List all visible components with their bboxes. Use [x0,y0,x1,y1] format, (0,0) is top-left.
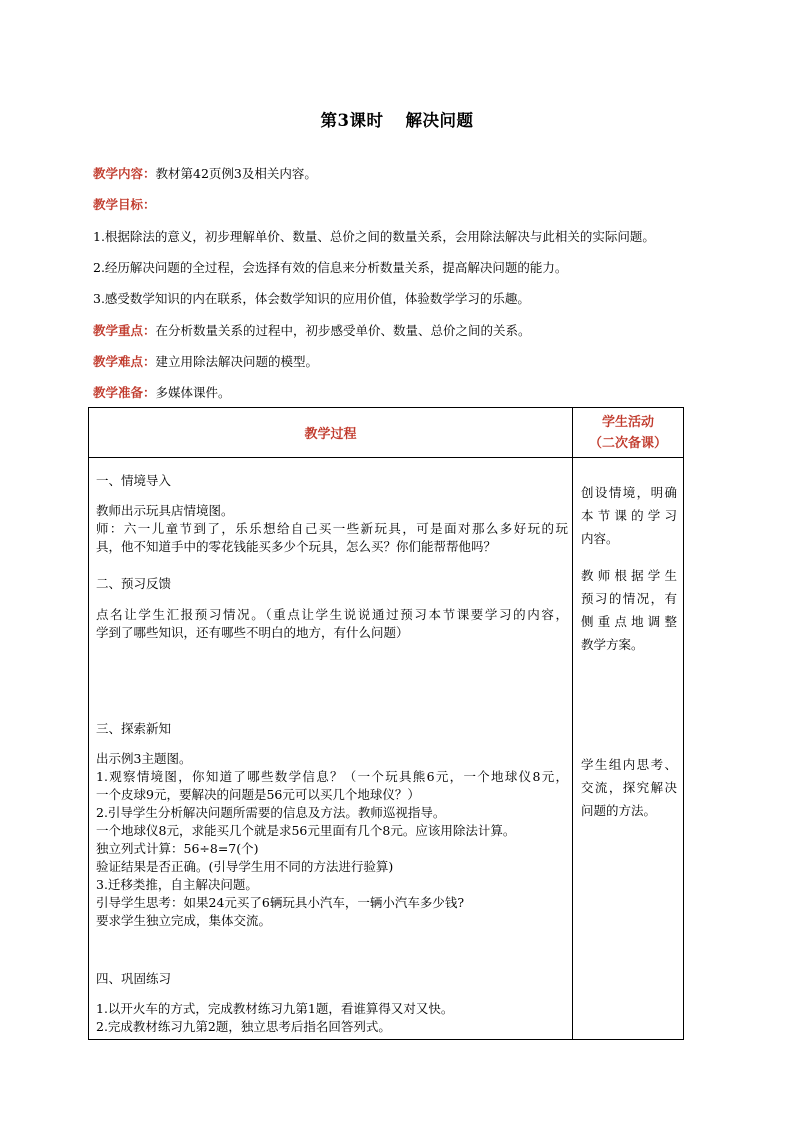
explore-line: 3.迁移类推，自主解决问题。 [96,877,258,892]
teaching-goal-1: 1.根据除法的意义，初步理解单价、数量、总价之间的数量关系，会用除法解决与此相关的实际问题。 [93,229,655,244]
preview-line: 点名让学生汇报预习情况。（重点让学生说说通过预习本节课要学习的内容， [96,607,568,622]
teaching-content [93,165,733,183]
section-preview-body [96,606,568,642]
section-explore-body [96,750,568,930]
section-practice-title: 四、巩固练习 [96,971,172,986]
explore-line: 独立列式计算：56÷8=7(个) [96,841,259,856]
student-activity-note-3 [581,753,677,822]
teaching-content-text: 教材第42页例3及相关内容。 [155,166,317,181]
difficulty-label: 教学难点： [93,354,156,369]
title-lesson-topic: 解决问题 [405,111,474,130]
table-header-divider [89,457,683,458]
teaching-content-label: 教学内容： [93,166,156,181]
intro-line: 教师出示玩具店情境图。 [96,503,234,518]
teaching-key-point [93,322,733,340]
section-explore-title: 三、探索新知 [96,721,172,736]
note-line: 侧重点地调整 [581,614,677,629]
preparation-label: 教学准备： [93,385,156,400]
explore-line: 1.观察情境图，你知道了哪些数学信息？（一个玩具熊6元，一个地球仪8元， [96,769,568,784]
explore-line: 出示例3主题图。 [96,751,192,766]
explore-line: 2.引导学生分析解决问题所需要的信息及方法。教师巡视指导。 [96,805,446,820]
title-lesson-number: 第3课时 [320,111,384,130]
teaching-difficulty [93,353,733,371]
section-intro-body [96,502,568,556]
note-line: 教学方案。 [581,637,644,652]
teaching-process-table [88,407,684,1040]
teaching-preparation [93,384,733,402]
section-practice-body [96,1000,568,1036]
header-second-prep: （二次备课） [588,435,667,451]
section-intro-title: 一、情境导入 [96,473,172,488]
intro-line: 师：六一儿童节到了，乐乐想给自己买一些新玩具，可是面对那么多好玩的玩 [96,521,568,536]
note-line: 创设情境，明确 [581,485,677,500]
practice-line: 2.完成教材练习九第2题，独立思考后指名回答列式。 [96,1019,391,1034]
note-line: 交流，探究解决 [581,780,677,795]
table-column-divider [572,408,573,1039]
explore-line: 一个皮球9元，要解决的问题是56元可以买几个地球仪？） [96,787,420,802]
header-student-activity-title: 学生活动 [601,414,654,430]
teaching-goals-label: 教学目标： [93,197,156,212]
intro-line: 具，他不知道手中的零花钱能买多少个玩具，怎么买？你们能帮帮他吗？ [96,539,497,554]
difficulty-text: 建立用除法解决问题的模型。 [155,354,319,369]
practice-line: 1.以开火车的方式，完成教材练习九第1题，看谁算得又对又快。 [96,1001,454,1016]
note-line: 教师根据学生 [581,568,677,583]
section-preview-title: 二、预习反馈 [96,576,172,591]
header-teaching-process: 教学过程 [304,427,357,442]
note-line: 学生组内思考、 [581,757,677,772]
explore-line: 验证结果是否正确。(引导学生用不同的方法进行验算) [96,859,394,874]
teaching-goal-2: 2.经历解决问题的全过程，会选择有效的信息来分析数量关系，提高解决问题的能力。 [93,260,568,275]
note-line: 问题的方法。 [581,803,657,818]
page-title [0,107,794,131]
note-line: 本节课的学习 [581,508,677,523]
note-line: 内容。 [581,531,619,546]
teaching-goal-3: 3.感受数学知识的内在联系，体会数学知识的应用价值，体验数学学习的乐趣。 [93,291,530,306]
student-activity-note-1 [581,481,677,550]
header-student-activity [573,408,683,457]
preparation-text: 多媒体课件。 [155,385,231,400]
explore-line: 一个地球仪8元，求能买几个就是求56元里面有几个8元。应该用除法计算。 [96,823,516,838]
student-activity-note-2 [581,564,677,656]
preview-line: 学到了哪些知识，还有哪些不明白的地方，有什么问题） [96,625,409,640]
explore-line: 要求学生独立完成，集体交流。 [96,913,272,928]
key-point-label: 教学重点： [93,323,156,338]
key-point-text: 在分析数量关系的过程中，初步感受单价、数量、总价之间的关系。 [155,323,531,338]
explore-line: 引导学生思考：如果24元买了6辆玩具小汽车，一辆小汽车多少钱? [96,895,465,910]
note-line: 预习的情况，有 [581,591,677,606]
